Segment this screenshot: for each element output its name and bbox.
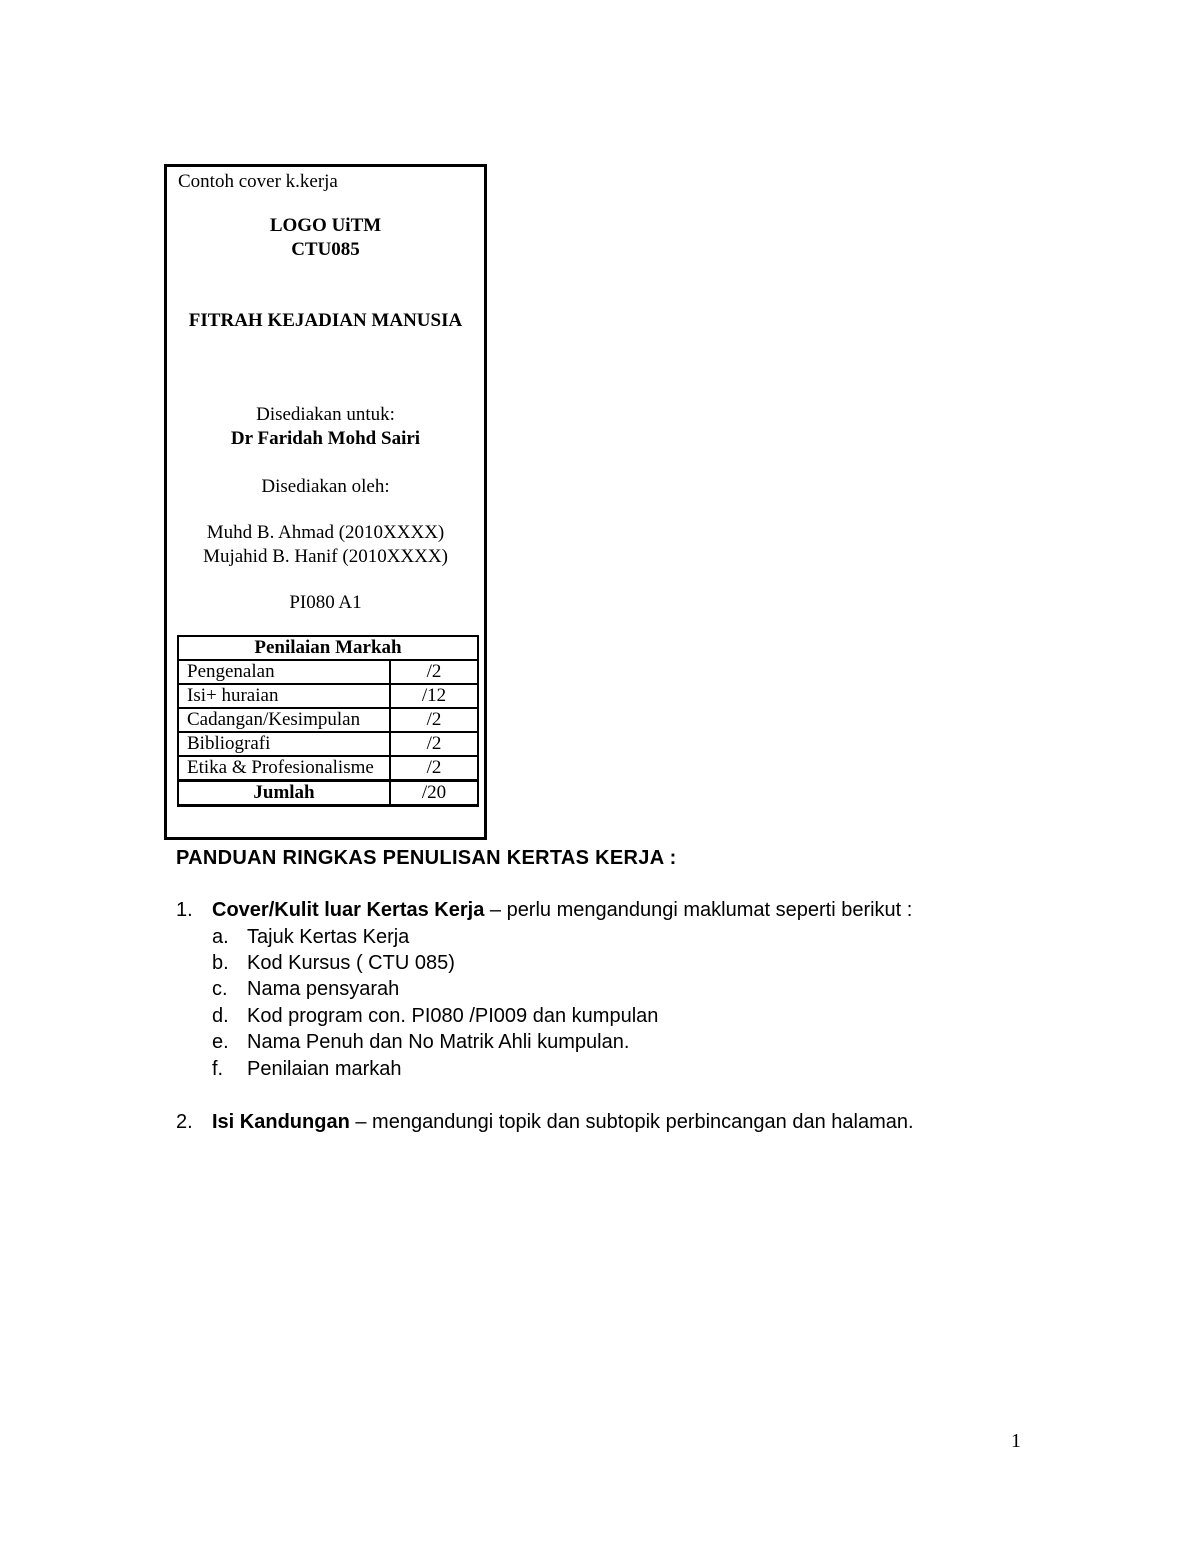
cover-sample-box — [164, 164, 487, 840]
marks-item: Isi+ huraian — [178, 684, 390, 708]
table-row — [178, 684, 478, 708]
marks-item: Pengenalan — [178, 660, 390, 684]
guide-item-text: – perlu mengandungi maklumat seperti berikut : — [484, 899, 913, 921]
cover-course-code: CTU085 — [291, 239, 360, 260]
marks-value: /2 — [390, 660, 478, 684]
guide-item-number: 2. — [176, 1111, 193, 1133]
list-letter: b. — [212, 952, 229, 974]
cover-prepared-for-label: Disediakan untuk: — [256, 404, 395, 425]
table-row — [178, 660, 478, 684]
list-letter: d. — [212, 1005, 229, 1027]
cover-caption: Contoh cover k.kerja — [178, 171, 338, 192]
list-letter: a. — [212, 926, 229, 948]
table-row-total — [178, 781, 478, 806]
list-text: Nama pensyarah — [247, 978, 400, 1000]
cover-prepared-by-label: Disediakan oleh: — [261, 476, 390, 497]
cover-group: PI080 A1 — [289, 592, 362, 613]
cover-logo: LOGO UiTM — [269, 215, 382, 236]
marks-table — [177, 635, 479, 807]
marks-item: Cadangan/Kesimpulan — [178, 708, 390, 732]
guide-item-text: – mengandungi topik dan subtopik perbincangan dan halaman. — [349, 1111, 914, 1133]
list-letter: f. — [212, 1058, 224, 1080]
list-letter: e. — [212, 1031, 229, 1053]
table-row — [178, 732, 478, 756]
cover-member: Mujahid B. Hanif (2010XXXX) — [203, 546, 448, 567]
marks-item: Bibliografi — [178, 732, 390, 756]
marks-value: /2 — [390, 732, 478, 756]
guide-item-title: Cover/Kulit luar Kertas Kerja — [212, 899, 485, 921]
marks-value: /2 — [390, 756, 478, 781]
table-row — [178, 756, 478, 781]
list-text: Tajuk Kertas Kerja — [247, 926, 410, 948]
list-text: Penilaian markah — [247, 1058, 402, 1080]
marks-value: /2 — [390, 708, 478, 732]
cover-member: Muhd B. Ahmad (2010XXXX) — [206, 522, 445, 543]
list-text: Kod program con. PI080 /PI009 dan kumpulan — [247, 1005, 659, 1027]
guide-item-number: 1. — [176, 899, 193, 921]
page-number: 1 — [1011, 1430, 1021, 1452]
marks-table-header: Penilaian Markah — [178, 636, 478, 660]
table-row — [178, 708, 478, 732]
marks-total-value: /20 — [390, 781, 478, 806]
list-text: Nama Penuh dan No Matrik Ahli kumpulan. — [247, 1031, 630, 1053]
marks-total-label: Jumlah — [178, 781, 390, 806]
guide-heading: PANDUAN RINGKAS PENULISAN KERTAS KERJA : — [176, 847, 677, 869]
guide-item-title: Isi Kandungan — [212, 1111, 350, 1133]
cover-title: FITRAH KEJADIAN MANUSIA — [188, 310, 463, 331]
cover-lecturer: Dr Faridah Mohd Sairi — [230, 428, 421, 449]
list-text: Kod Kursus ( CTU 085) — [247, 952, 455, 974]
marks-value: /12 — [390, 684, 478, 708]
marks-item: Etika & Profesionalisme — [178, 756, 390, 781]
list-letter: c. — [212, 978, 228, 1000]
